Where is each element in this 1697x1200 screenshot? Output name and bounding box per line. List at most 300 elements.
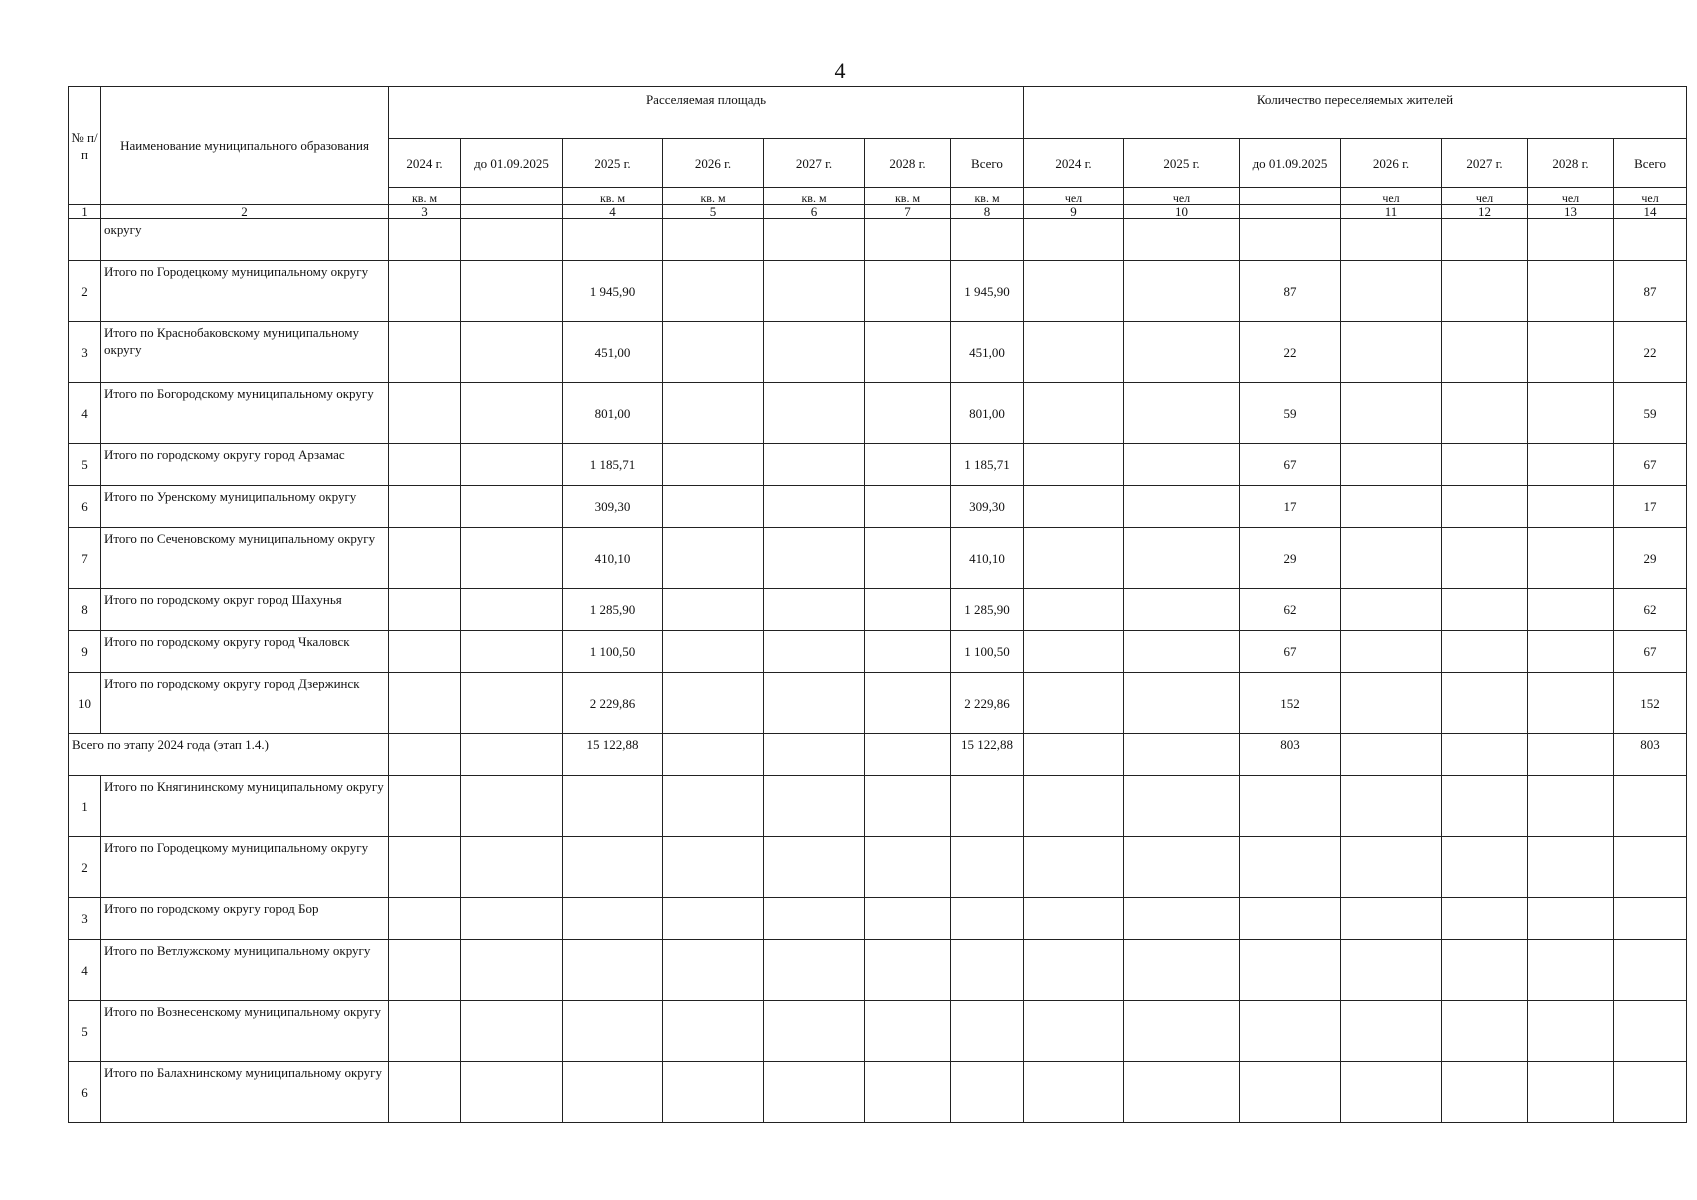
- row-cell: [1614, 940, 1687, 1001]
- row-cell: [764, 776, 865, 837]
- row-name: Итого по Сеченовскому муниципальному округу: [101, 528, 389, 589]
- row-cell: [1528, 219, 1614, 261]
- row-cell: [1024, 776, 1124, 837]
- row-cell: [663, 631, 764, 673]
- row-cell: [764, 444, 865, 486]
- row-cell: [563, 1062, 663, 1123]
- header-row-col-numbers: [69, 205, 1687, 219]
- table-row: [69, 261, 1687, 322]
- row-cell: [389, 898, 461, 940]
- row-cell: [461, 940, 563, 1001]
- header-residents-col: 2024 г.: [1024, 139, 1124, 188]
- row-cell: [1124, 940, 1240, 1001]
- row-name: Итого по Краснобаковскому муниципальному округу: [101, 322, 389, 383]
- row-name: Итого по Городецкому муниципальному округу: [101, 837, 389, 898]
- row-cell: [1614, 898, 1687, 940]
- header-unit: кв. м: [951, 188, 1024, 205]
- row-cell: [663, 528, 764, 589]
- row-cell: 67: [1614, 444, 1687, 486]
- row-cell: [1124, 776, 1240, 837]
- row-cell: 2 229,86: [951, 673, 1024, 734]
- row-cell: 451,00: [951, 322, 1024, 383]
- row-cell: [865, 444, 951, 486]
- header-name: Наименование муниципального образования: [101, 87, 389, 205]
- row-cell: 1 100,50: [563, 631, 663, 673]
- row-cell: [764, 383, 865, 444]
- row-cell: [1528, 734, 1614, 776]
- row-cell: [1341, 1062, 1442, 1123]
- row-cell: [1240, 940, 1341, 1001]
- row-cell: [389, 444, 461, 486]
- header-residents-col: 2028 г.: [1528, 139, 1614, 188]
- row-cell: [1124, 486, 1240, 528]
- header-residents-col: 2025 г.: [1124, 139, 1240, 188]
- header-col-number: 9: [1024, 205, 1124, 219]
- header-row-groups: [69, 87, 1687, 139]
- row-name: Итого по Уренскому муниципальному округу: [101, 486, 389, 528]
- row-cell: [1442, 1062, 1528, 1123]
- row-cell: 17: [1240, 486, 1341, 528]
- row-cell: [865, 776, 951, 837]
- row-cell: [764, 589, 865, 631]
- row-cell: [1528, 776, 1614, 837]
- table-row: [69, 1001, 1687, 1062]
- row-cell: [764, 837, 865, 898]
- row-cell: [563, 219, 663, 261]
- row-cell: [1528, 322, 1614, 383]
- row-cell: [663, 444, 764, 486]
- row-cell: 152: [1614, 673, 1687, 734]
- row-cell: 1 285,90: [951, 589, 1024, 631]
- header-col-number: 8: [951, 205, 1024, 219]
- row-name: Итого по Богородскому муниципальному округу: [101, 383, 389, 444]
- row-cell: [1442, 444, 1528, 486]
- row-cell: [461, 444, 563, 486]
- row-cell: [461, 898, 563, 940]
- row-cell: [1240, 898, 1341, 940]
- row-cell: [563, 940, 663, 1001]
- row-cell: [663, 837, 764, 898]
- row-cell: [1528, 383, 1614, 444]
- row-num: 6: [69, 1062, 101, 1123]
- row-cell: [1528, 837, 1614, 898]
- row-cell: [865, 383, 951, 444]
- row-name: Итого по Балахнинскому муниципальному округу: [101, 1062, 389, 1123]
- row-num: 7: [69, 528, 101, 589]
- row-cell: [951, 219, 1024, 261]
- row-cell: [1341, 219, 1442, 261]
- row-cell: [1341, 1001, 1442, 1062]
- row-cell: [764, 940, 865, 1001]
- header-col-number: 2: [101, 205, 389, 219]
- header-unit: кв. м: [865, 188, 951, 205]
- row-cell: [1614, 1001, 1687, 1062]
- row-cell: [389, 322, 461, 383]
- header-area-col: 2028 г.: [865, 139, 951, 188]
- row-cell: [461, 1062, 563, 1123]
- header-unit: кв. м: [389, 188, 461, 205]
- row-cell: [1341, 631, 1442, 673]
- row-cell: [389, 261, 461, 322]
- row-cell: [764, 219, 865, 261]
- resettlement-table: [68, 86, 1687, 1123]
- header-residents-col: до 01.09.2025: [1240, 139, 1341, 188]
- row-cell: [865, 631, 951, 673]
- row-cell: [389, 486, 461, 528]
- header-col-number: 1: [69, 205, 101, 219]
- row-cell: 29: [1614, 528, 1687, 589]
- header-area-col: 2026 г.: [663, 139, 764, 188]
- row-cell: [1024, 631, 1124, 673]
- table-row: [69, 383, 1687, 444]
- row-cell: [1442, 940, 1528, 1001]
- row-cell: [1341, 444, 1442, 486]
- row-cell: [1341, 528, 1442, 589]
- row-cell: [1442, 837, 1528, 898]
- row-cell: [951, 837, 1024, 898]
- header-residents-group: Количество переселяемых жителей: [1024, 87, 1687, 139]
- table-row: [69, 940, 1687, 1001]
- row-name: Итого по Вознесенскому муниципальному округу: [101, 1001, 389, 1062]
- header-col-number: 12: [1442, 205, 1528, 219]
- table-row: [69, 631, 1687, 673]
- row-cell: [1124, 261, 1240, 322]
- row-cell: [1442, 734, 1528, 776]
- row-name: Итого по Городецкому муниципальному округу: [101, 261, 389, 322]
- row-cell: [663, 1062, 764, 1123]
- row-cell: [663, 219, 764, 261]
- row-name: округу: [101, 219, 389, 261]
- row-cell: [1024, 528, 1124, 589]
- row-cell: [1341, 837, 1442, 898]
- row-cell: [764, 528, 865, 589]
- row-num: 2: [69, 837, 101, 898]
- row-cell: [1124, 1001, 1240, 1062]
- row-cell: 1 285,90: [563, 589, 663, 631]
- row-cell: [389, 776, 461, 837]
- row-cell: [865, 1001, 951, 1062]
- row-cell: [563, 776, 663, 837]
- row-cell: 67: [1614, 631, 1687, 673]
- row-cell: [1124, 837, 1240, 898]
- row-cell: [1442, 528, 1528, 589]
- row-cell: [389, 837, 461, 898]
- row-name: Всего по этапу 2024 года (этап 1.4.): [69, 734, 389, 776]
- row-cell: 410,10: [563, 528, 663, 589]
- row-num: 4: [69, 383, 101, 444]
- row-cell: [1614, 776, 1687, 837]
- row-cell: [461, 776, 563, 837]
- row-num: 4: [69, 940, 101, 1001]
- row-cell: [1528, 261, 1614, 322]
- row-cell: [389, 383, 461, 444]
- row-cell: [865, 734, 951, 776]
- header-area-col: 2027 г.: [764, 139, 865, 188]
- row-cell: [1240, 776, 1341, 837]
- row-cell: [389, 589, 461, 631]
- header-col-number: [1240, 205, 1341, 219]
- row-cell: [764, 631, 865, 673]
- header-area-col: 2024 г.: [389, 139, 461, 188]
- row-cell: 309,30: [951, 486, 1024, 528]
- row-name: Итого по городскому округу город Чкаловск: [101, 631, 389, 673]
- row-cell: [389, 219, 461, 261]
- header-unit: [1240, 188, 1341, 205]
- row-cell: [1240, 1062, 1341, 1123]
- row-cell: [1124, 219, 1240, 261]
- row-cell: [1528, 528, 1614, 589]
- row-cell: [389, 1001, 461, 1062]
- row-cell: 803: [1614, 734, 1687, 776]
- table-body: [69, 87, 1687, 1123]
- row-name: Итого по Княгининскому муниципальному округу: [101, 776, 389, 837]
- row-num: 9: [69, 631, 101, 673]
- row-cell: [389, 734, 461, 776]
- row-cell: [663, 734, 764, 776]
- row-cell: 87: [1614, 261, 1687, 322]
- header-unit: [461, 188, 563, 205]
- row-cell: [461, 734, 563, 776]
- row-cell: [1124, 1062, 1240, 1123]
- row-cell: [1528, 1062, 1614, 1123]
- row-cell: [1341, 673, 1442, 734]
- header-col-number: [461, 205, 563, 219]
- row-num: 6: [69, 486, 101, 528]
- row-cell: [461, 528, 563, 589]
- header-col-number: 5: [663, 205, 764, 219]
- row-cell: [1124, 898, 1240, 940]
- row-cell: [663, 898, 764, 940]
- row-cell: [1442, 776, 1528, 837]
- row-cell: [764, 322, 865, 383]
- row-name: Итого по городскому округ город Шахунья: [101, 589, 389, 631]
- header-unit: чел: [1442, 188, 1528, 205]
- row-cell: [865, 528, 951, 589]
- row-cell: [1024, 383, 1124, 444]
- row-cell: [1024, 589, 1124, 631]
- header-col-number: 11: [1341, 205, 1442, 219]
- row-num: 8: [69, 589, 101, 631]
- row-cell: 87: [1240, 261, 1341, 322]
- row-cell: [1442, 589, 1528, 631]
- header-residents-col: Всего: [1614, 139, 1687, 188]
- header-unit: кв. м: [563, 188, 663, 205]
- table-row: [69, 528, 1687, 589]
- row-cell: [1024, 219, 1124, 261]
- row-cell: [461, 837, 563, 898]
- row-cell: [1528, 631, 1614, 673]
- row-cell: [461, 261, 563, 322]
- row-num: 2: [69, 261, 101, 322]
- row-cell: [1614, 1062, 1687, 1123]
- row-num: 3: [69, 322, 101, 383]
- row-cell: [1124, 528, 1240, 589]
- row-cell: [865, 589, 951, 631]
- row-cell: [1614, 837, 1687, 898]
- row-cell: [461, 1001, 563, 1062]
- row-num: 3: [69, 898, 101, 940]
- table-row: [69, 673, 1687, 734]
- row-cell: [1341, 383, 1442, 444]
- row-cell: 2 229,86: [563, 673, 663, 734]
- row-cell: 22: [1240, 322, 1341, 383]
- row-cell: [1124, 673, 1240, 734]
- row-cell: [563, 898, 663, 940]
- header-unit: чел: [1528, 188, 1614, 205]
- row-cell: [1024, 673, 1124, 734]
- row-cell: [865, 1062, 951, 1123]
- row-cell: [663, 776, 764, 837]
- row-cell: 309,30: [563, 486, 663, 528]
- row-cell: [1024, 940, 1124, 1001]
- header-residents-col: 2027 г.: [1442, 139, 1528, 188]
- row-cell: [663, 486, 764, 528]
- row-cell: [1528, 589, 1614, 631]
- header-col-number: 7: [865, 205, 951, 219]
- row-cell: [865, 898, 951, 940]
- row-cell: [764, 1001, 865, 1062]
- row-cell: [663, 383, 764, 444]
- header-unit: кв. м: [764, 188, 865, 205]
- header-area-col: Всего: [951, 139, 1024, 188]
- row-cell: [461, 631, 563, 673]
- row-cell: [764, 734, 865, 776]
- row-cell: [663, 673, 764, 734]
- row-cell: [389, 631, 461, 673]
- row-cell: [1341, 898, 1442, 940]
- table-row: [69, 486, 1687, 528]
- row-name: Итого по городскому округу город Бор: [101, 898, 389, 940]
- row-num: 10: [69, 673, 101, 734]
- row-cell: 17: [1614, 486, 1687, 528]
- row-cell: 59: [1240, 383, 1341, 444]
- row-cell: [461, 383, 563, 444]
- row-cell: [1124, 444, 1240, 486]
- row-cell: 67: [1240, 444, 1341, 486]
- row-cell: [865, 673, 951, 734]
- row-cell: 803: [1240, 734, 1341, 776]
- header-unit: чел: [1124, 188, 1240, 205]
- header-col-number: 6: [764, 205, 865, 219]
- header-num: № п/п: [69, 87, 101, 205]
- row-cell: [663, 1001, 764, 1062]
- row-cell: [865, 837, 951, 898]
- row-cell: [764, 486, 865, 528]
- row-cell: [951, 1062, 1024, 1123]
- row-cell: [1614, 219, 1687, 261]
- row-cell: [1341, 776, 1442, 837]
- row-cell: [1240, 837, 1341, 898]
- row-cell: 59: [1614, 383, 1687, 444]
- header-area-col: 2025 г.: [563, 139, 663, 188]
- row-name: Итого по городскому округу город Арзамас: [101, 444, 389, 486]
- row-cell: 29: [1240, 528, 1341, 589]
- row-cell: [663, 261, 764, 322]
- row-cell: [1528, 486, 1614, 528]
- row-cell: [1341, 589, 1442, 631]
- row-cell: [1442, 1001, 1528, 1062]
- row-cell: [764, 898, 865, 940]
- header-unit: чел: [1341, 188, 1442, 205]
- row-cell: [1124, 734, 1240, 776]
- total-row: [69, 734, 1687, 776]
- row-cell: [663, 322, 764, 383]
- row-cell: 801,00: [563, 383, 663, 444]
- row-cell: [461, 486, 563, 528]
- row-cell: [1528, 898, 1614, 940]
- row-cell: [663, 589, 764, 631]
- row-cell: [1024, 837, 1124, 898]
- row-cell: [1341, 734, 1442, 776]
- row-cell: [461, 219, 563, 261]
- row-cell: [1442, 631, 1528, 673]
- row-cell: 1 945,90: [951, 261, 1024, 322]
- row-cell: [1024, 1001, 1124, 1062]
- row-cell: [663, 940, 764, 1001]
- table-row: [69, 322, 1687, 383]
- row-cell: 15 122,88: [951, 734, 1024, 776]
- table-row: [69, 776, 1687, 837]
- table-row: [69, 444, 1687, 486]
- row-num: 1: [69, 776, 101, 837]
- row-cell: 62: [1240, 589, 1341, 631]
- row-cell: [951, 940, 1024, 1001]
- header-residents-col: 2026 г.: [1341, 139, 1442, 188]
- row-name: Итого по городскому округу город Дзержинск: [101, 673, 389, 734]
- row-cell: [389, 673, 461, 734]
- row-cell: [563, 1001, 663, 1062]
- row-cell: [1442, 898, 1528, 940]
- header-col-number: 13: [1528, 205, 1614, 219]
- row-cell: [1442, 673, 1528, 734]
- row-cell: [865, 261, 951, 322]
- row-cell: 451,00: [563, 322, 663, 383]
- header-col-number: 14: [1614, 205, 1687, 219]
- row-cell: [1341, 940, 1442, 1001]
- header-unit: чел: [1614, 188, 1687, 205]
- row-num: 5: [69, 1001, 101, 1062]
- header-area-group: Расселяемая площадь: [389, 87, 1024, 139]
- row-cell: 62: [1614, 589, 1687, 631]
- table-row: [69, 1062, 1687, 1123]
- row-cell: [764, 1062, 865, 1123]
- row-cell: [1442, 383, 1528, 444]
- row-cell: 152: [1240, 673, 1341, 734]
- row-cell: [1024, 734, 1124, 776]
- header-col-number: 10: [1124, 205, 1240, 219]
- row-cell: [461, 322, 563, 383]
- header-col-number: 3: [389, 205, 461, 219]
- row-cell: 801,00: [951, 383, 1024, 444]
- header-unit: чел: [1024, 188, 1124, 205]
- row-cell: 1 945,90: [563, 261, 663, 322]
- row-num: 5: [69, 444, 101, 486]
- row-name: Итого по Ветлужскому муниципальному округу: [101, 940, 389, 1001]
- row-cell: [865, 486, 951, 528]
- row-cell: 22: [1614, 322, 1687, 383]
- header-unit: кв. м: [663, 188, 764, 205]
- row-cell: [1442, 322, 1528, 383]
- row-cell: [1024, 486, 1124, 528]
- table-row: [69, 589, 1687, 631]
- row-cell: [1528, 444, 1614, 486]
- row-cell: [389, 1062, 461, 1123]
- row-cell: 67: [1240, 631, 1341, 673]
- row-cell: [1240, 1001, 1341, 1062]
- row-num: [69, 219, 101, 261]
- row-cell: [1124, 589, 1240, 631]
- row-cell: [1124, 322, 1240, 383]
